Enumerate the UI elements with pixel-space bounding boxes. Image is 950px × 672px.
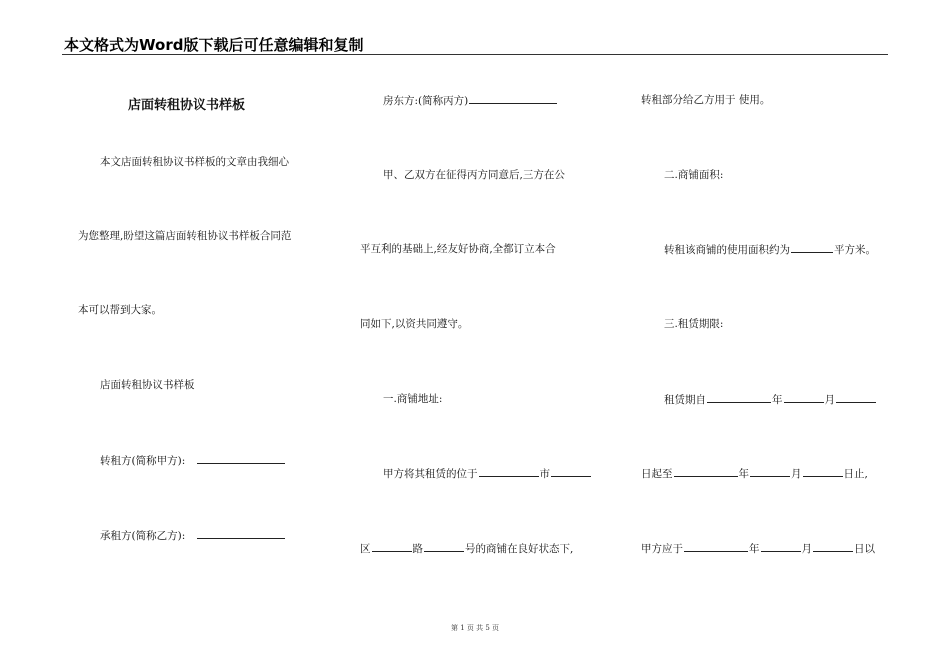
party-b-label: 承租方(简称乙方): (100, 530, 186, 542)
section-2-heading: 二.商铺面积: (664, 169, 724, 181)
page-number: 第 1 页 共 5 页 (450, 624, 500, 632)
intro-line-3: 本可以帮到大家。 (78, 304, 162, 316)
area-text: 转租该商铺的使用面积约为 (664, 244, 790, 256)
pay-month-label: 月 (801, 543, 812, 555)
address-text-number: 号的商铺在良好状态下, (465, 543, 574, 555)
term-text-b: 日起至 (641, 468, 673, 480)
term-text-d: 甲方应于 (641, 543, 683, 555)
address-text-a: 甲方将其租赁的位于 (383, 468, 478, 480)
term-text-e: 日以 (854, 543, 875, 555)
area-unit: 平方米。 (834, 244, 876, 256)
address-blank-1 (479, 467, 539, 477)
term-year-blank (707, 393, 771, 403)
address-blank-3 (372, 542, 412, 552)
section-3-heading: 三.租赁期限: (664, 318, 724, 330)
subtitle: 店面转租协议书样板 (100, 379, 195, 391)
landlord-line (383, 94, 558, 107)
address-text-district: 区 (360, 543, 371, 555)
term-month-blank (784, 393, 824, 403)
party-b-blank (197, 529, 285, 539)
term-line-1 (664, 393, 877, 406)
party-a-blank (197, 454, 285, 464)
address-blank-2 (551, 467, 591, 477)
para-line-1: 甲、乙双方在征得丙方同意后,三方在公 (383, 169, 565, 181)
area-blank (791, 243, 833, 253)
address-line-1 (383, 467, 592, 480)
landlord-label: 房东方:(简称丙方) (383, 95, 469, 107)
document-title: 店面转租协议书样板 (128, 98, 246, 113)
header-divider (62, 54, 888, 55)
term-month-label: 月 (824, 394, 835, 406)
term-text-c: 日止, (843, 468, 868, 480)
pay-year-blank (684, 542, 748, 552)
pay-day-blank (813, 542, 853, 552)
term-day-blank (836, 393, 876, 403)
section-1-heading: 一.商铺地址: (383, 393, 443, 405)
term-end-month-blank (750, 467, 790, 477)
term-end-year-label: 年 (738, 468, 749, 480)
pay-month-blank (761, 542, 801, 552)
term-line-3 (641, 542, 875, 555)
para-line-3: 同如下,以资共同遵守。 (360, 318, 469, 330)
party-a-label: 转租方(简称甲方): (100, 455, 186, 467)
area-line (664, 243, 876, 256)
address-blank-4 (424, 542, 464, 552)
term-line-2 (641, 467, 868, 480)
party-a-line (100, 454, 286, 467)
party-b-line (100, 529, 286, 542)
intro-line-1: 本文店面转租协议书样板的文章由我细心 (100, 156, 289, 168)
pay-year-label: 年 (749, 543, 760, 555)
term-text-a: 租赁期自 (664, 394, 706, 406)
address-text-city: 市 (539, 468, 550, 480)
address-line-2 (360, 542, 573, 555)
document-header: 本文格式为Word版下载后可任意编辑和复制 (64, 36, 364, 54)
usage-line: 转租部分给乙方用于 使用。 (641, 94, 771, 106)
para-line-2: 平互利的基础上,经友好协商,全都订立本合 (360, 243, 556, 255)
term-end-day-blank (803, 467, 843, 477)
term-end-year-blank (674, 467, 738, 477)
term-year-label: 年 (772, 394, 783, 406)
address-text-road: 路 (412, 543, 423, 555)
intro-line-2: 为您整理,盼望这篇店面转租协议书样板合同范 (78, 230, 292, 242)
term-end-month-label: 月 (791, 468, 802, 480)
landlord-blank (469, 94, 557, 104)
